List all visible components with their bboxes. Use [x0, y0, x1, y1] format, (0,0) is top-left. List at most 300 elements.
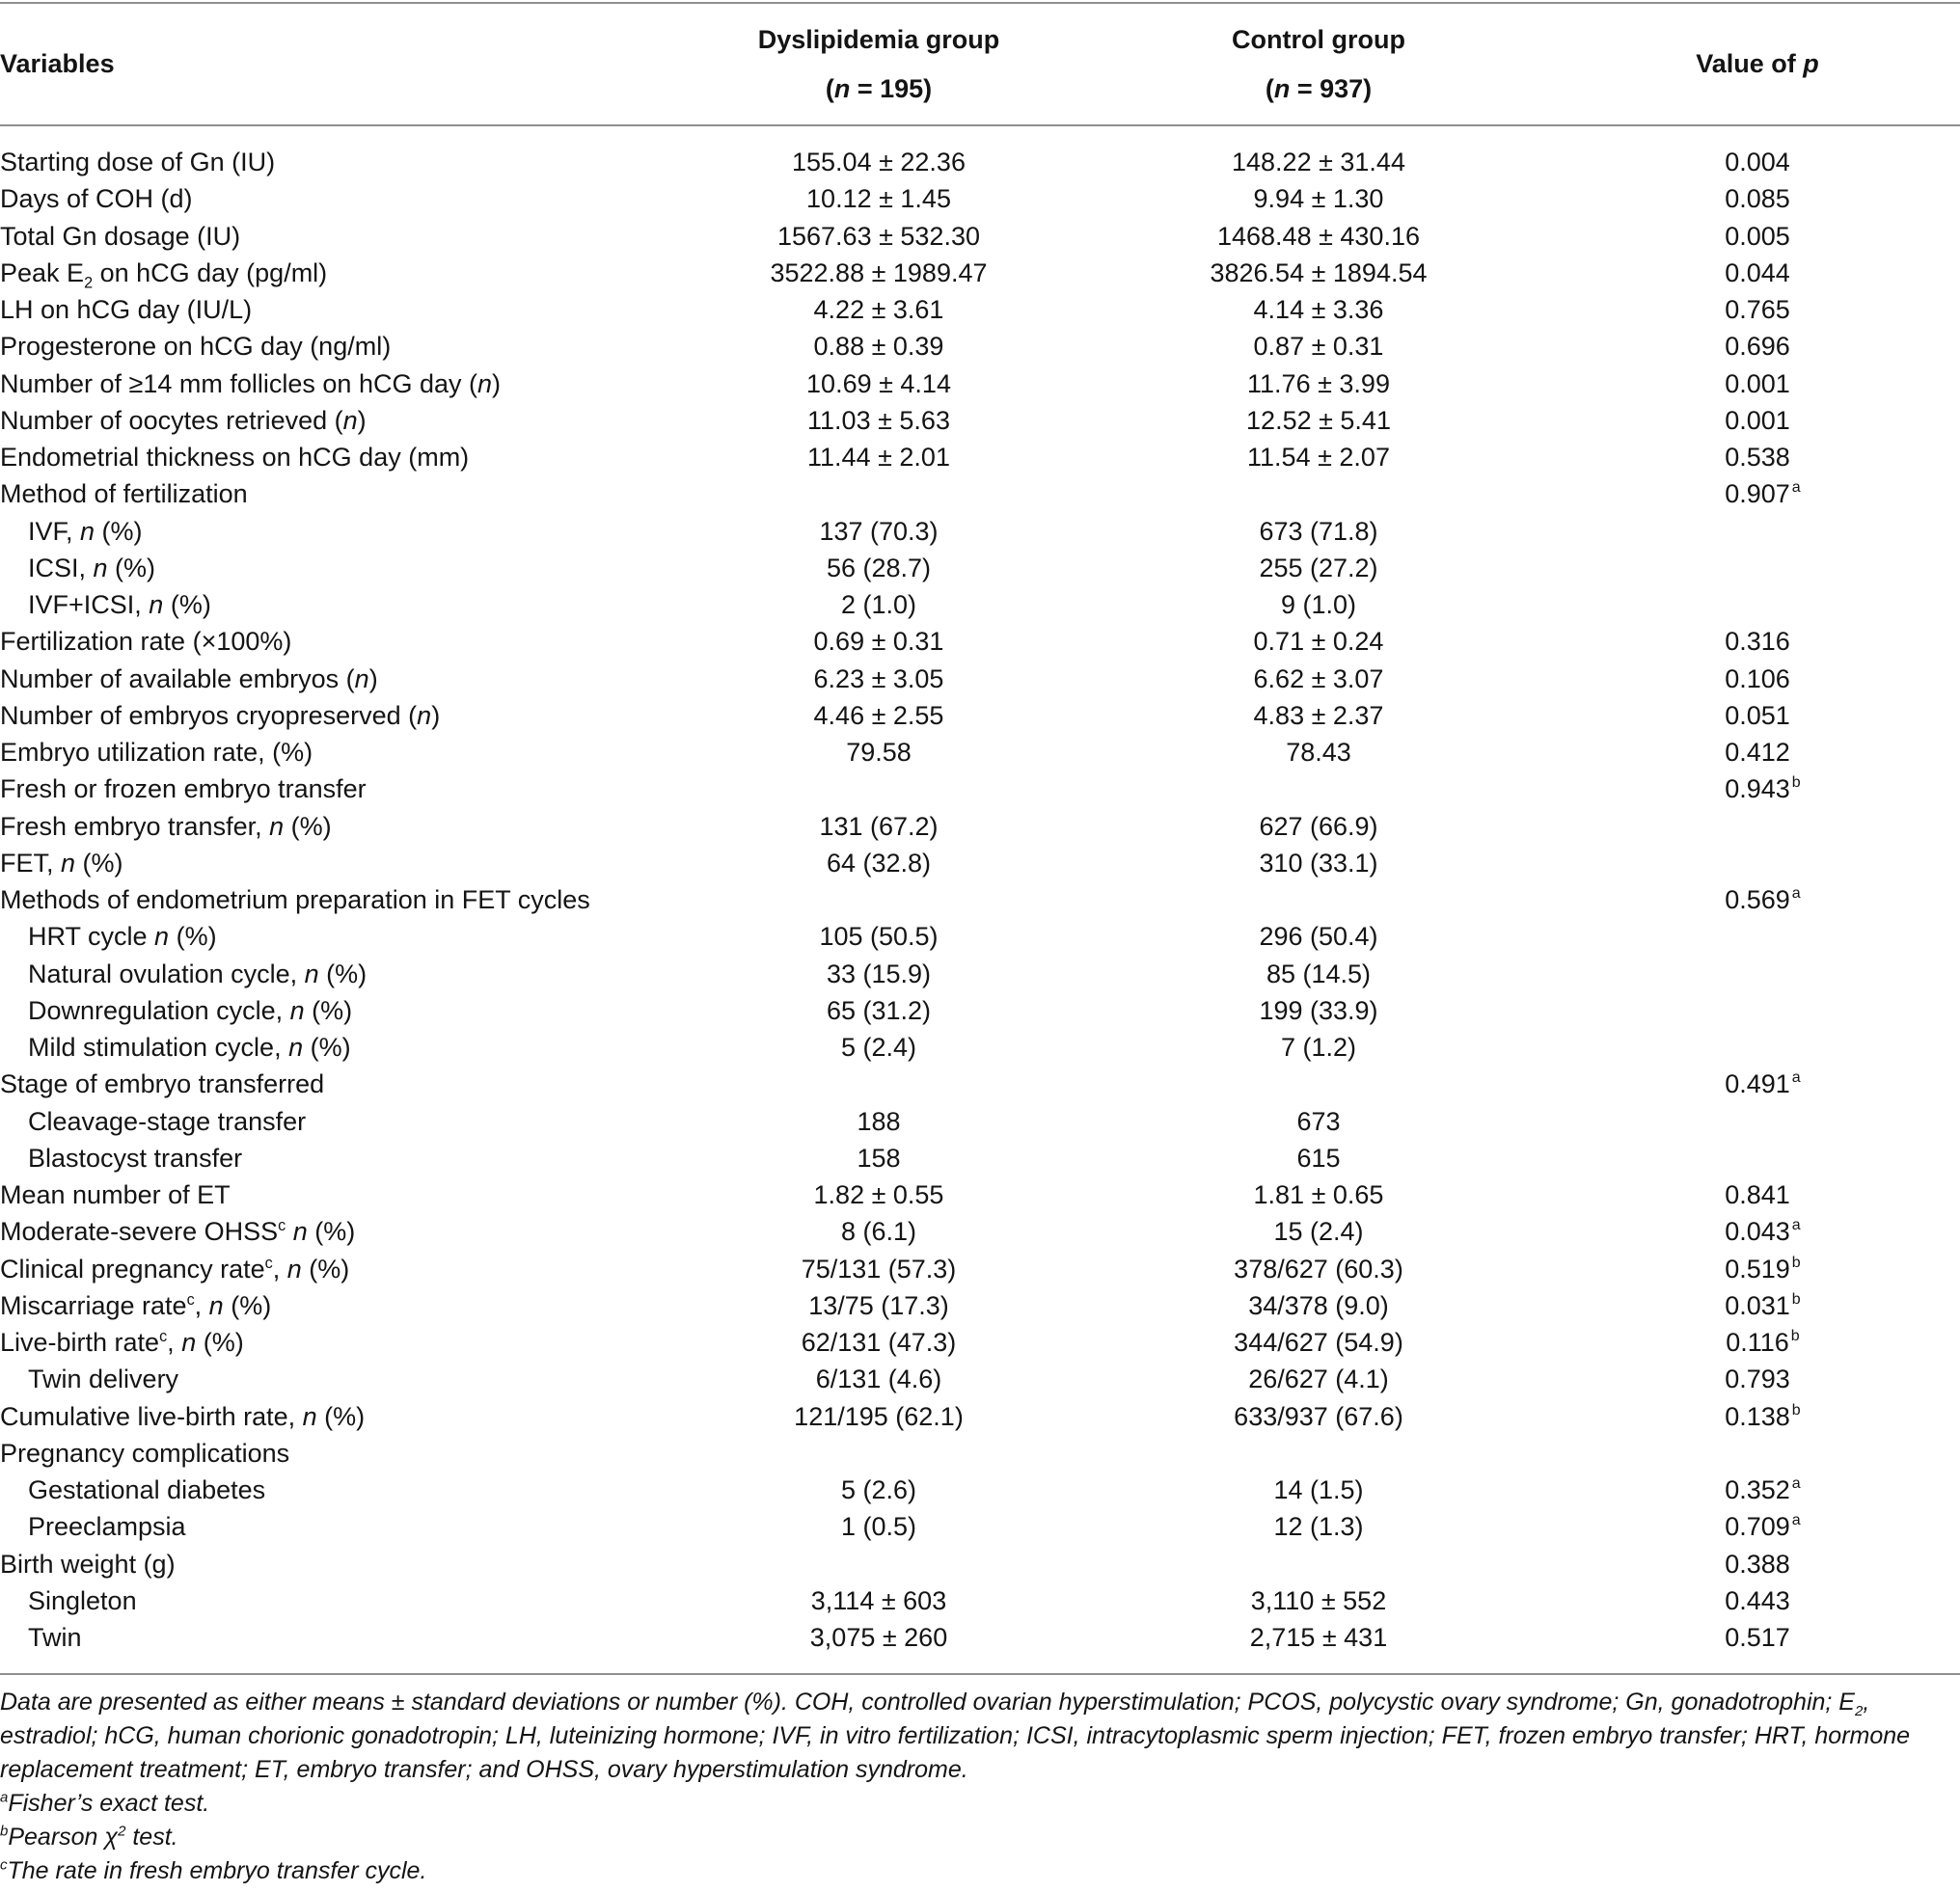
variable-cell [0, 623, 675, 660]
header-p-value [1555, 40, 1960, 89]
variable-cell [0, 770, 675, 807]
p-value: 0.001 [1725, 405, 1790, 435]
footnote-c [0, 1854, 1960, 1888]
variable-cell [0, 1029, 675, 1066]
dyslipidemia-cell [675, 144, 1082, 180]
p-value-cell [1555, 1324, 1960, 1361]
p-value: 0.793 [1725, 1365, 1790, 1394]
variable-cell [0, 365, 675, 402]
dyslipidemia-value: 8 (6.1) [840, 1217, 917, 1247]
dyslipidemia-value: 10.69 ± 4.14 [806, 368, 951, 398]
p-value-cell [1555, 1176, 1960, 1213]
control-cell [1082, 550, 1555, 586]
variable-label: Endometrial thickness on hCG day (mm) [0, 443, 470, 472]
control-cell [1082, 1029, 1555, 1066]
dyslipidemia-cell [675, 956, 1082, 992]
p-value-cell [1555, 291, 1960, 328]
dyslipidemia-cell [675, 1472, 1082, 1508]
variable-label-part: Natural ovulation cycle, [28, 959, 305, 988]
dyslipidemia-value: 105 (50.5) [819, 922, 939, 952]
footnote-b-superscript: 2 [118, 1823, 126, 1840]
table-body [0, 126, 1960, 1675]
variable-label-part: Fresh embryo transfer, [0, 811, 270, 841]
dyslipidemia-cell [675, 180, 1082, 217]
p-value-wrap [1725, 475, 1801, 512]
p-value-cell [1555, 1398, 1960, 1435]
variable-cell [0, 1251, 675, 1287]
dyslipidemia-value: 4.46 ± 2.55 [813, 700, 944, 730]
control-cell [1082, 661, 1555, 697]
control-value: 344/627 (54.9) [1234, 1328, 1403, 1357]
dyslipidemia-cell [675, 1361, 1082, 1397]
footnote-a-text: Fisher’s exact test. [8, 1790, 210, 1817]
p-value-footnote-mark: a [1791, 1069, 1801, 1087]
control-value: 633/937 (67.6) [1234, 1401, 1403, 1431]
variable-label-part: Number of ≥14 mm follicles on hCG day ( [0, 368, 477, 398]
dyslipidemia-value: 137 (70.3) [819, 516, 939, 546]
dyslipidemia-value: 6/131 (4.6) [815, 1365, 942, 1394]
variable-label-footnote-mark: c [159, 1328, 168, 1345]
variable-label-part: Miscarriage rate [0, 1290, 187, 1320]
table-row [0, 1251, 1960, 1287]
variable-label: Starting dose of Gn (IU) [0, 148, 276, 176]
dyslipidemia-cell [675, 1324, 1082, 1361]
control-value: 0.87 ± 0.31 [1253, 332, 1384, 362]
p-value: 0.316 [1725, 627, 1790, 657]
p-value-cell [1555, 180, 1960, 217]
p-value: 0.443 [1725, 1585, 1790, 1615]
p-value: 0.116 [1726, 1328, 1789, 1357]
table-row [0, 1472, 1960, 1508]
p-value: 0.765 [1725, 295, 1790, 324]
p-value-wrap [1725, 770, 1801, 807]
control-value: 34/378 (9.0) [1248, 1290, 1389, 1320]
variable-label-part: Number of oocytes retrieved ( [0, 405, 343, 435]
abbreviations-text-continued: , estradiol; hCG, human chorionic gonadotropin; LH, luteinizing hormone; IVF, in vitro fertilization; ICSI, intracytoplasmic sperm injection; FET, frozen embryo transfer; HRT, hormone replacement treatment; ET, embryo transfer; and OHSS, ovary hyperstimulation syndrome. [0, 1689, 1911, 1783]
variable-label: Gestational diabetes [28, 1475, 266, 1504]
table-row [0, 881, 1960, 918]
dyslipidemia-cell [675, 992, 1082, 1029]
variable-cell [0, 1546, 675, 1582]
variable-label-part: Peak E [0, 257, 85, 287]
header-dyslipidemia-n-symbol: n [833, 73, 851, 103]
table-row [0, 1140, 1960, 1176]
variable-cell [0, 328, 675, 365]
p-value-cell [1555, 218, 1960, 255]
variable-cell [0, 992, 675, 1029]
header-dyslipidemia-n-value: = 195) [850, 73, 933, 103]
dyslipidemia-value: 11.03 ± 5.63 [807, 405, 950, 435]
table-row [0, 218, 1960, 255]
variable-cell [0, 1287, 675, 1324]
dyslipidemia-value: 10.12 ± 1.45 [806, 184, 951, 214]
variable-label-part: Moderate-severe OHSS [0, 1217, 279, 1247]
dyslipidemia-value: 155.04 ± 22.36 [792, 148, 966, 176]
control-cell [1082, 1176, 1555, 1213]
variable-cell [0, 1582, 675, 1619]
p-value-footnote-mark: a [1791, 1217, 1801, 1234]
variable-label-part: Mild stimulation cycle, [28, 1033, 289, 1062]
variable-label-part: , [272, 1254, 287, 1284]
variable-label: Mean number of ET [0, 1180, 231, 1209]
control-cell [1082, 1251, 1555, 1287]
variable-cell [0, 881, 675, 918]
control-cell [1082, 328, 1555, 365]
control-cell [1082, 808, 1555, 845]
control-value: 15 (2.4) [1273, 1217, 1364, 1247]
table-row [0, 1582, 1960, 1619]
dyslipidemia-value: 5 (2.6) [840, 1475, 917, 1504]
footnote-b-text-end: test. [125, 1824, 178, 1851]
control-value: 9.94 ± 1.30 [1253, 184, 1384, 214]
dyslipidemia-cell [675, 291, 1082, 328]
table-row [0, 956, 1960, 992]
dyslipidemia-cell [675, 808, 1082, 845]
header-control-n [1082, 65, 1555, 114]
variable-label-part: (%) [318, 959, 368, 988]
p-value-footnote-mark: b [1791, 1290, 1801, 1308]
p-value-wrap [1725, 623, 1790, 660]
p-value: 0.491 [1725, 1069, 1790, 1099]
control-value: 615 [1296, 1143, 1341, 1173]
variable-label-part: (%) [169, 922, 217, 952]
table-row [0, 845, 1960, 881]
control-cell [1082, 734, 1555, 770]
variable-label-part: , [167, 1328, 182, 1357]
p-value: 0.051 [1725, 700, 1790, 730]
variable-label: Fresh or frozen embryo transfer [0, 774, 367, 804]
p-value-wrap [1725, 439, 1790, 475]
p-value-wrap [1725, 1582, 1790, 1619]
dyslipidemia-cell [675, 402, 1082, 439]
variable-label-italic: n [289, 995, 305, 1025]
dyslipidemia-value: 13/75 (17.3) [808, 1290, 949, 1320]
variable-label-part: FET, [0, 848, 62, 878]
control-cell [1082, 845, 1555, 881]
results-table [0, 2, 1960, 1675]
variable-label-part [286, 1217, 293, 1246]
control-cell [1082, 439, 1555, 475]
dyslipidemia-cell [675, 1287, 1082, 1324]
variable-cell [0, 1361, 675, 1397]
p-value: 0.085 [1725, 184, 1790, 214]
control-cell [1082, 992, 1555, 1029]
p-value-cell [1555, 697, 1960, 734]
variable-cell [0, 918, 675, 955]
variable-label: Birth weight (g) [0, 1549, 176, 1579]
p-value-wrap [1725, 402, 1790, 439]
control-value: 12 (1.3) [1273, 1512, 1364, 1542]
p-value: 0.138 [1725, 1401, 1790, 1431]
p-value-cell [1555, 328, 1960, 365]
p-value-wrap [1726, 1324, 1800, 1361]
p-value: 0.943 [1725, 774, 1790, 804]
footnote-b-text: Pearson χ [8, 1824, 119, 1851]
control-cell [1082, 218, 1555, 255]
control-cell [1082, 1582, 1555, 1619]
variable-cell [0, 1140, 675, 1176]
p-value-wrap [1725, 734, 1790, 770]
variable-label-italic: n [292, 1217, 308, 1247]
header-p-value-text: Value of [1696, 49, 1804, 78]
p-value: 0.412 [1725, 738, 1790, 767]
dyslipidemia-value: 33 (15.9) [826, 959, 932, 988]
variable-label-part: (%) [316, 1401, 366, 1431]
variable-cell [0, 1066, 675, 1102]
p-value-footnote-mark: b [1791, 1254, 1801, 1271]
table-row [0, 475, 1960, 512]
table-row [0, 1435, 1960, 1472]
p-value-cell [1555, 1546, 1960, 1582]
variable-label-part: IVF, [28, 516, 81, 546]
control-value: 4.14 ± 3.36 [1253, 295, 1384, 324]
control-cell [1082, 180, 1555, 217]
p-value-wrap [1725, 1619, 1790, 1656]
variable-label: Blastocyst transfer [28, 1143, 243, 1173]
p-value-cell [1555, 1582, 1960, 1619]
control-cell [1082, 586, 1555, 623]
variable-label-part: Live-birth rate [0, 1328, 160, 1357]
header-control-n-open: ( [1265, 73, 1274, 103]
variable-cell [0, 218, 675, 255]
footnote-a [0, 1787, 1960, 1821]
abbreviations-note [0, 1686, 1960, 1787]
p-value-wrap [1725, 218, 1790, 255]
dyslipidemia-cell [675, 1213, 1082, 1250]
variable-cell [0, 1324, 675, 1361]
dyslipidemia-cell [675, 734, 1082, 770]
variable-label-italic: n [417, 700, 432, 730]
table-row [0, 255, 1960, 291]
variable-label-part: Number of embryos cryopreserved ( [0, 700, 418, 730]
variable-label-part: (%) [301, 1254, 350, 1284]
control-cell [1082, 1619, 1555, 1656]
control-value: 255 (27.2) [1259, 553, 1378, 582]
variable-cell [0, 845, 675, 881]
variable-label-part: (%) [107, 553, 156, 582]
p-value: 0.005 [1725, 221, 1790, 251]
table-row [0, 513, 1960, 550]
table-row [0, 918, 1960, 955]
p-value: 0.043 [1725, 1217, 1790, 1247]
variable-label-footnote-mark: c [264, 1254, 273, 1272]
variable-cell [0, 1435, 675, 1472]
variable-label-italic: n [181, 1328, 197, 1357]
footnote-b [0, 1821, 1960, 1854]
dyslipidemia-cell [675, 697, 1082, 734]
variable-label: Methods of endometrium preparation in FET cycles [0, 885, 590, 914]
variable-label-subscript: 2 [84, 274, 94, 292]
p-value-footnote-mark: a [1791, 1512, 1801, 1529]
control-value: 85 (14.5) [1266, 959, 1372, 988]
variable-label: Cleavage-stage transfer [28, 1106, 307, 1136]
dyslipidemia-cell [675, 255, 1082, 291]
control-cell [1082, 255, 1555, 291]
variable-label: Twin delivery [28, 1365, 179, 1394]
footnote-a-mark: a [0, 1789, 9, 1806]
variable-label-italic: n [93, 553, 108, 582]
variable-label: Days of COH (d) [0, 184, 193, 214]
p-value-cell [1555, 1472, 1960, 1508]
variable-label-part: (%) [163, 590, 211, 619]
dyslipidemia-value: 158 [857, 1143, 901, 1173]
variable-label-footnote-mark: c [186, 1290, 195, 1309]
dyslipidemia-value: 64 (32.8) [826, 848, 932, 878]
p-value: 0.388 [1725, 1549, 1790, 1579]
p-value-wrap [1725, 1287, 1801, 1324]
dyslipidemia-cell [675, 1582, 1082, 1619]
variable-label: Preeclampsia [28, 1512, 186, 1542]
table-row [0, 661, 1960, 697]
p-value: 0.538 [1725, 443, 1790, 472]
p-value-wrap [1725, 1546, 1790, 1582]
header-dyslipidemia-title: Dyslipidemia group [757, 24, 1000, 54]
dyslipidemia-cell [675, 661, 1082, 697]
table-row [0, 1029, 1960, 1066]
p-value-footnote-mark: b [1791, 1401, 1801, 1419]
dyslipidemia-cell [675, 1029, 1082, 1066]
p-value-cell [1555, 623, 1960, 660]
variable-label: LH on hCG day (IU/L) [0, 295, 253, 324]
variable-label-italic: n [286, 1254, 302, 1284]
table-row [0, 697, 1960, 734]
dyslipidemia-value: 0.88 ± 0.39 [813, 332, 944, 362]
variable-label: Progesterone on hCG day (ng/ml) [0, 332, 392, 362]
variable-label-footnote-mark: c [278, 1217, 286, 1235]
dyslipidemia-cell [675, 1251, 1082, 1287]
control-cell [1082, 697, 1555, 734]
p-value: 0.517 [1725, 1623, 1790, 1652]
p-value-cell [1555, 734, 1960, 770]
variable-label-part: (%) [303, 1033, 351, 1062]
header-control-n-value: = 937) [1290, 73, 1373, 103]
control-cell [1082, 1140, 1555, 1176]
table-row [0, 992, 1960, 1029]
control-value: 26/627 (4.1) [1248, 1365, 1389, 1394]
dyslipidemia-cell [675, 1398, 1082, 1435]
control-value: 11.76 ± 3.99 [1247, 368, 1390, 398]
variable-cell [0, 697, 675, 734]
dyslipidemia-value: 11.44 ± 2.01 [807, 443, 950, 472]
table-row [0, 1546, 1960, 1582]
dyslipidemia-value: 0.69 ± 0.31 [813, 627, 944, 657]
variable-label-part: (%) [307, 1217, 356, 1247]
header-variables: Variables [0, 49, 115, 78]
table-row [0, 439, 1960, 475]
control-cell [1082, 918, 1555, 955]
p-value-cell [1555, 661, 1960, 697]
p-value: 0.001 [1725, 368, 1790, 398]
variable-label: Total Gn dosage (IU) [0, 221, 241, 251]
table-row [0, 1508, 1960, 1545]
variable-label-part: IVF+ICSI, [28, 590, 150, 619]
p-value-footnote-mark: a [1791, 1475, 1801, 1492]
variable-label: Embryo utilization rate, (%) [0, 738, 313, 767]
p-value-cell [1555, 402, 1960, 439]
control-cell [1082, 1324, 1555, 1361]
table-row [0, 328, 1960, 365]
table-row [0, 291, 1960, 328]
variable-cell [0, 291, 675, 328]
control-cell [1082, 402, 1555, 439]
p-value-cell [1555, 1619, 1960, 1656]
dyslipidemia-value: 1 (0.5) [840, 1512, 917, 1542]
variable-cell [0, 550, 675, 586]
variable-label-part: , [194, 1290, 209, 1320]
control-value: 378/627 (60.3) [1234, 1254, 1403, 1284]
table-row [0, 1398, 1960, 1435]
variable-label-part: Cumulative live-birth rate, [0, 1401, 303, 1431]
p-value-wrap [1725, 881, 1801, 918]
variable-label-part: ) [492, 368, 502, 398]
p-value: 0.044 [1725, 257, 1790, 287]
header-control-n-symbol: n [1273, 73, 1291, 103]
variable-label: Pregnancy complications [0, 1438, 290, 1468]
table-row [0, 1066, 1960, 1102]
p-value-wrap [1725, 255, 1790, 291]
table-footnotes [0, 1686, 1960, 1888]
variable-label-italic: n [61, 848, 76, 878]
control-cell [1082, 1361, 1555, 1397]
p-value-wrap [1725, 180, 1790, 217]
p-value-wrap [1725, 1251, 1801, 1287]
p-value-cell [1555, 881, 1960, 918]
variable-label-italic: n [477, 368, 493, 398]
variable-label-part: Number of available embryos ( [0, 663, 355, 693]
variable-label-part: (%) [284, 811, 332, 841]
p-value-wrap [1725, 1176, 1790, 1213]
table-row [0, 180, 1960, 217]
control-cell [1082, 144, 1555, 180]
p-value-cell [1555, 770, 1960, 807]
variable-cell [0, 1398, 675, 1435]
p-value: 0.907 [1725, 479, 1790, 509]
variable-cell [0, 513, 675, 550]
control-value: 11.54 ± 2.07 [1247, 443, 1390, 472]
control-value: 9 (1.0) [1280, 590, 1357, 619]
table-row [0, 808, 1960, 845]
header-dyslipidemia-n-open: ( [825, 73, 834, 103]
control-value: 7 (1.2) [1280, 1033, 1357, 1062]
p-value: 0.696 [1725, 332, 1790, 362]
p-value-cell [1555, 439, 1960, 475]
dyslipidemia-value: 56 (28.7) [826, 553, 932, 582]
p-value: 0.709 [1725, 1512, 1790, 1542]
control-value: 310 (33.1) [1259, 848, 1378, 878]
control-value: 3826.54 ± 1894.54 [1210, 257, 1428, 287]
p-value-wrap [1725, 697, 1790, 734]
variable-cell [0, 255, 675, 291]
control-value: 12.52 ± 5.41 [1246, 405, 1391, 435]
variable-label: Twin [28, 1623, 82, 1652]
dyslipidemia-value: 4.22 ± 3.61 [813, 295, 944, 324]
dyslipidemia-value: 131 (67.2) [819, 811, 939, 841]
control-cell [1082, 623, 1555, 660]
variable-cell [0, 180, 675, 217]
control-cell [1082, 365, 1555, 402]
table-row [0, 1287, 1960, 1324]
p-value-wrap [1725, 1508, 1801, 1545]
table-row [0, 734, 1960, 770]
dyslipidemia-value: 75/131 (57.3) [801, 1254, 957, 1284]
dyslipidemia-cell [675, 550, 1082, 586]
p-value: 0.352 [1725, 1475, 1790, 1504]
p-value-wrap [1725, 1361, 1790, 1397]
variable-label-italic: n [342, 405, 358, 435]
variable-label-part: on hCG day (pg/ml) [93, 257, 328, 287]
variable-label: Fertilization rate (×100%) [0, 627, 292, 657]
control-cell [1082, 291, 1555, 328]
